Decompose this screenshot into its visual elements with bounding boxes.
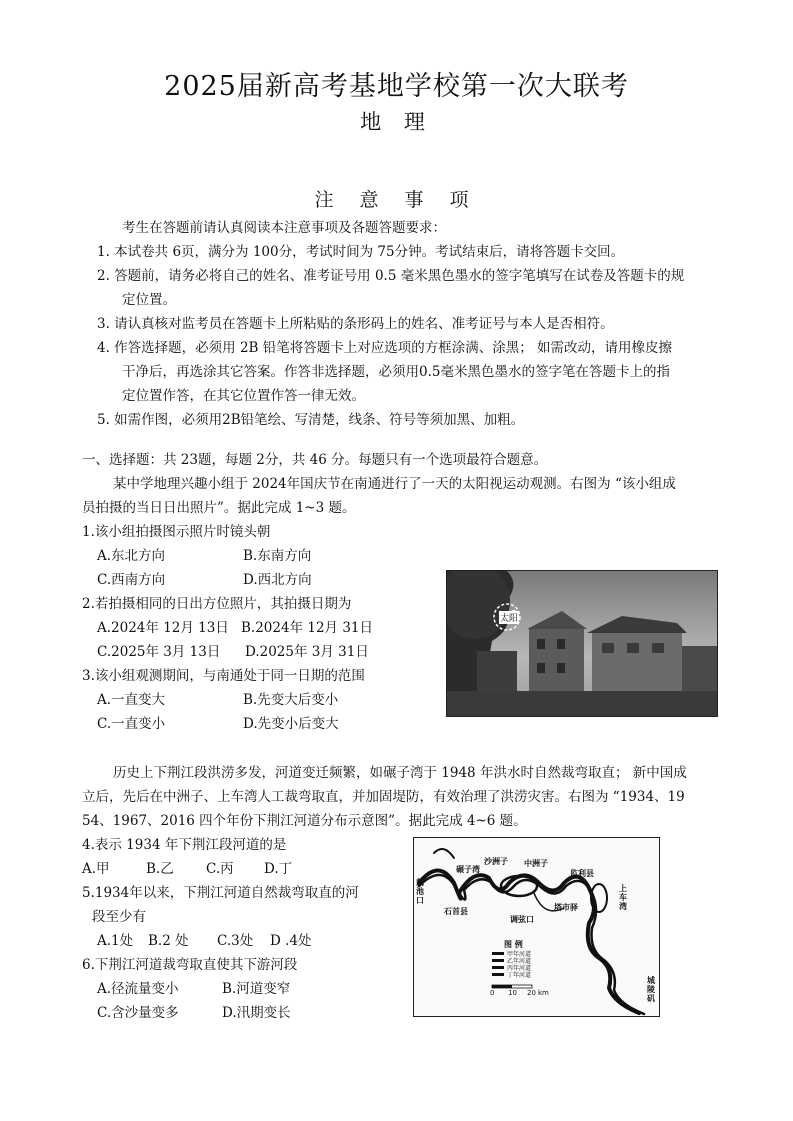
passage-2-cont1: 立后，先后在中洲子、上车湾人工裁弯取直，并加固堤防，有效治理了洪涝灾害。右图为 “1934、19 [82, 789, 685, 805]
notice-item-2: 2. 答题前，请务必将自己的姓名、准考证号用 0.5 毫米黑色墨水的签字笔填写在试卷及答题卡的规 [97, 268, 685, 284]
q4-option-c: C.丙 [206, 861, 234, 877]
q4-option-b: B.乙 [146, 861, 174, 877]
label-nianziwan: 碾子湾 [456, 865, 480, 874]
exam-title: 2025届新高考基地学校第一次大联考 [164, 71, 629, 102]
notice-item-4-cont1: 干净后，再选涂其它答案。作答非选择题，必须用0.5毫米黑色墨水的签字笔在答题卡上的指 [122, 364, 670, 380]
subject-title: 地 理 [360, 110, 433, 134]
label-tiaoxiankou: 调弦口 [510, 915, 534, 924]
q3-option-c: C.一直变小 [97, 716, 166, 732]
section-heading: 一、选择题：共 23题，每题 2分，共 46 分。每题只有一个选项最符合题意。 [82, 452, 548, 468]
question-6: 6.下荆江河道裁弯取直使其下游河段 [82, 957, 298, 973]
notice-item-4: 4. 作答选择题，必须用 2B 铅笔将答题卡上对应选项的方框涂满、涂黑； 如需改动，请用橡皮擦 [97, 340, 673, 356]
label-zhongzhouzi: 中洲子 [524, 859, 548, 868]
legend-item: 甲年河道 [507, 951, 532, 958]
passage-1: 某中学地理兴趣小组于 2024年国庆节在南通进行了一天的太阳视运动观测。右图为 “该小组成 [113, 476, 676, 492]
q6-option-b: B.河道变窄 [222, 981, 291, 997]
passage-1-cont: 员拍摄的当日日出照片”。据此完成 1~3 题。 [82, 500, 356, 516]
q2-option-a: A.2024年 12月 13日 [97, 620, 229, 636]
legend-item: 丁年河道 [507, 972, 532, 979]
scale-label: 10 [508, 989, 517, 997]
q3-option-d: D.先变小后变大 [243, 716, 339, 732]
notice-item-3: 3. 请认真核对监考员在答题卡上所粘贴的条形码上的姓名、准考证号与本人是否相符。 [97, 316, 614, 332]
q6-option-a: A.径流量变小 [97, 981, 179, 997]
q5-option-c: C.3处 [217, 933, 254, 949]
q3-option-a: A.一直变大 [97, 692, 166, 708]
notice-item-2-cont: 定位置。 [122, 292, 176, 308]
q5-option-a: A.1处 [97, 933, 134, 949]
q4-option-a: A.甲 [82, 861, 110, 877]
question-5-cont: 段至少有 [92, 909, 146, 925]
label-jianlixian: 监利县 [570, 869, 594, 878]
sunrise-photo-graphic [447, 571, 717, 716]
notice-item-5: 5. 如需作图，必须用2B铅笔绘、写清楚，线条、符号等须加黑、加粗。 [97, 412, 525, 428]
q1-option-a: A.东北方向 [97, 548, 166, 564]
label-oukou: 藕池口 [416, 878, 424, 905]
passage-2-cont2: 54、1967、2016 四个年份下荆江河道分布示意图”。据此完成 4~6 题。 [82, 813, 527, 829]
q2-option-b: B.2024年 12月 31日 [241, 620, 374, 636]
sunrise-photo [446, 570, 718, 717]
label-tashiyi: 塔市驿 [554, 903, 578, 912]
q4-option-d: D.丁 [264, 861, 293, 877]
q5-option-b: B.2 处 [148, 933, 189, 949]
q1-option-c: C.西南方向 [97, 572, 166, 588]
question-2: 2.若拍摄相同的日出方位照片，其拍摄日期为 [82, 596, 352, 612]
question-1: 1.该小组拍摄图示照片时镜头朝 [82, 524, 271, 540]
notice-heading: 注 意 事 项 [314, 189, 479, 211]
q2-option-d: D.2025年 3月 31日 [245, 644, 369, 660]
q5-option-d: D .4处 [270, 933, 312, 949]
sun-label: 太阳 [499, 611, 519, 624]
label-shangchewan: 上车湾 [619, 884, 627, 911]
river-map [413, 837, 660, 1017]
scale-label: 20 [527, 989, 536, 997]
question-4: 4.表示 1934 年下荆江段河道的是 [82, 837, 287, 853]
notice-intro: 考生在答题前请认真阅读本注意事项及各题答题要求： [122, 220, 446, 236]
scale-label: 0 [490, 989, 495, 997]
notice-item-1: 1. 本试卷共 6页，满分为 100分，考试时间为 75分钟。考试结束后，请将答题卡交回。 [97, 244, 625, 260]
q1-option-b: B.东南方向 [243, 548, 312, 564]
legend-title: 图 例 [504, 940, 523, 949]
question-3: 3.该小组观测期间，与南通处于同一日期的范围 [82, 668, 365, 684]
label-chenglingji: 城陵矶 [647, 976, 655, 1003]
q6-option-c: C.含沙量变多 [97, 1005, 179, 1021]
q2-option-c: C.2025年 3月 13日 [97, 644, 221, 660]
q3-option-b: B.先变大后变小 [243, 692, 339, 708]
passage-2: 历史上下荆江段洪涝多发，河道变迁频繁，如碾子湾于 1948 年洪水时自然裁弯取直； 新中国成 [113, 765, 687, 781]
label-shazhouzi: 沙洲子 [484, 857, 508, 866]
legend-item: 丙年河道 [507, 965, 532, 972]
notice-item-4-cont2: 定位置作答，在其它位置作答一律无效。 [122, 388, 365, 404]
legend-item: 乙年河道 [507, 958, 532, 965]
scale-unit: km [538, 989, 549, 997]
q6-option-d: D.汛期变长 [222, 1005, 291, 1021]
question-5: 5.1934年以来，下荆江河道自然裁弯取直的河 [82, 885, 359, 901]
label-shishouxian: 石首县 [444, 907, 468, 916]
q1-option-d: D.西北方向 [243, 572, 312, 588]
